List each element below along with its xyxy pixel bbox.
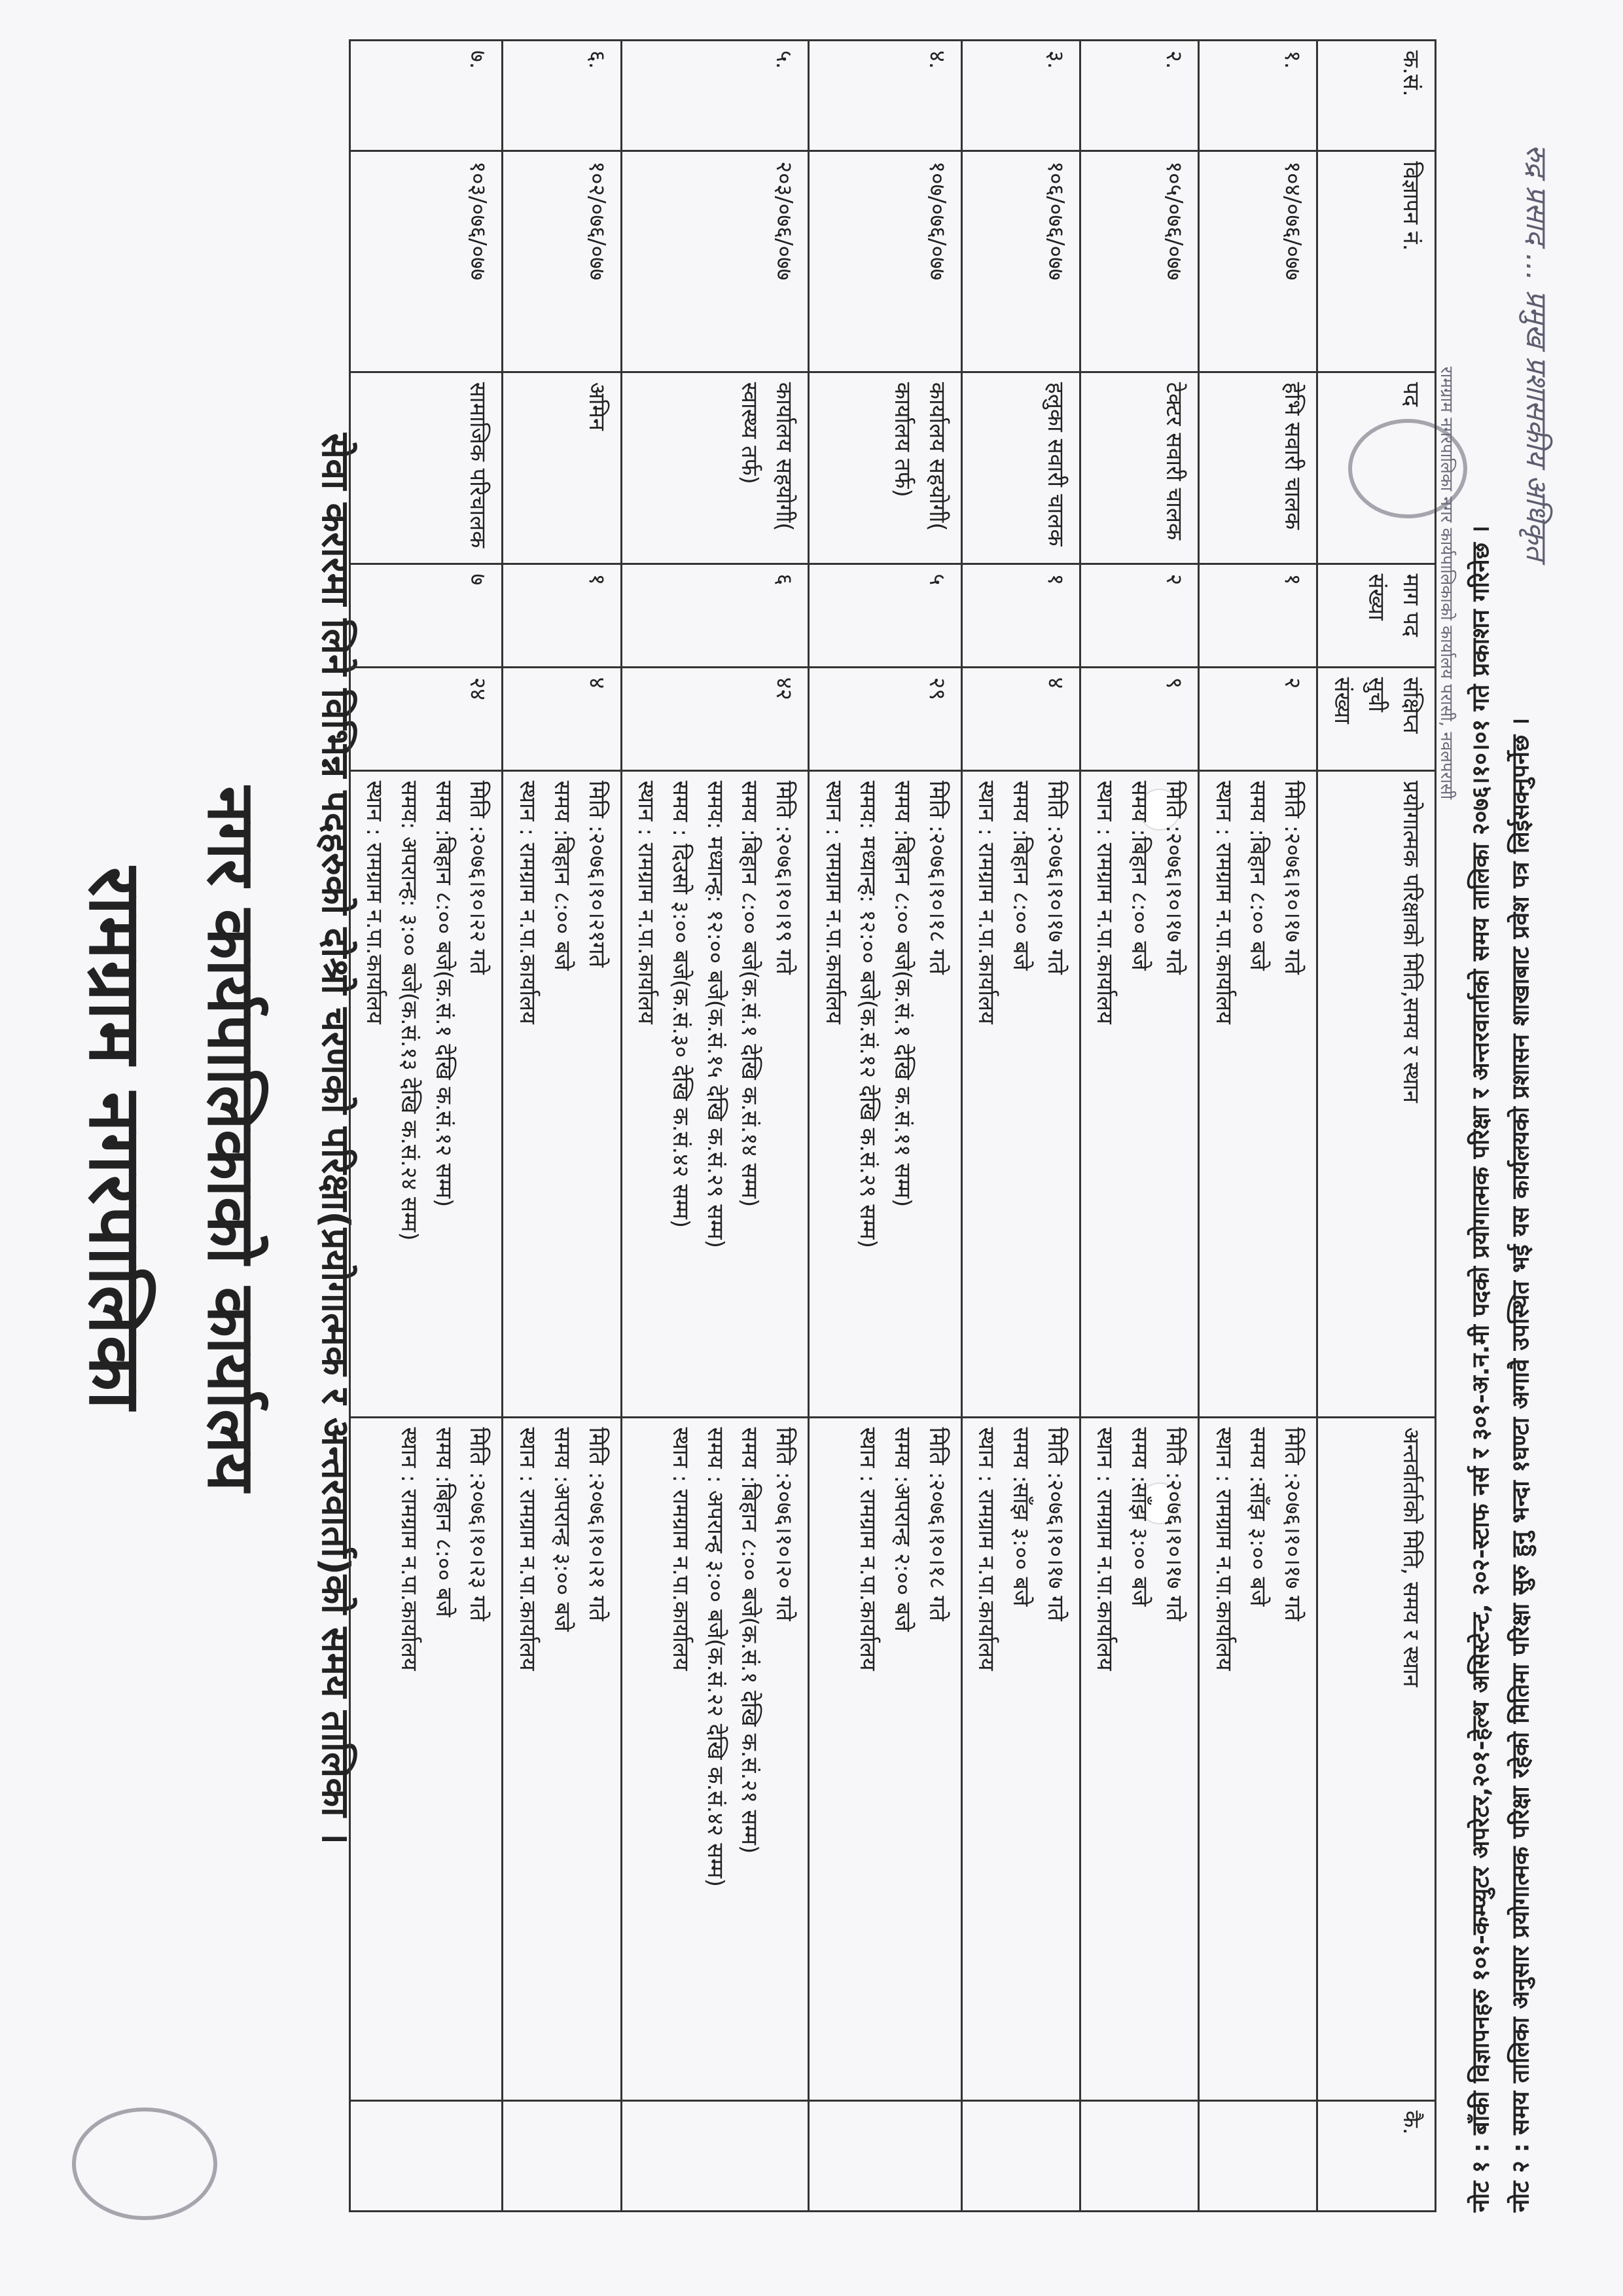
practical-line: मिति :२०७६।१०।१९ गते	[771, 780, 797, 975]
practical-line: समय :बिहान ८:०० बजे	[1126, 780, 1153, 971]
practical-line: स्थान : रामग्राम न.पा.कार्यालय	[514, 780, 541, 1024]
practical-line: स्थान : रामग्राम न.पा.कार्यालय	[820, 780, 847, 1024]
seal-caption: रामग्राम नगरपालिका नगर कार्यपालिकाको कार्यालय परासी, नवलपरासी	[1436, 367, 1456, 800]
table-row	[1080, 41, 1198, 2212]
interview-line: स्थान : रामग्राम न.पा.कार्यालय	[973, 1427, 1000, 1671]
cell-remarks	[349, 2100, 503, 2211]
cell-practical	[961, 770, 1080, 1417]
interview-line: मिति :२०७६।१०।१७ गते	[1160, 1427, 1187, 1621]
cell-ad-no: १०२/०७६/०७७	[503, 151, 621, 372]
cell-sn: ४.	[809, 41, 962, 151]
interview-line: समय : अपरान्ह ३:०० बजे(क.सं.२२ देखि क.सं.४२ सम्म)	[702, 1427, 728, 1887]
interview-line: स्थान : रामग्राम न.पा.कार्यालय	[855, 1427, 882, 1671]
practical-line: समय :बिहान ८:०० बजे	[548, 780, 575, 971]
practical-line: समय: अपरान्ह: ३:०० बजे(क.सं.१३ देखि क.सं.२४ सम्म)	[396, 780, 423, 1241]
interview-line: मिति :२०७६।१०।१७ गते	[1042, 1427, 1069, 1621]
col-demand: माग पद संख्या	[1317, 564, 1435, 667]
cell-demand: १	[961, 564, 1080, 667]
interview-line: मिति :२०७६।१०।१८ गते	[923, 1427, 950, 1621]
interview-line: स्थान : रामग्राम न.पा.कार्यालय	[1210, 1427, 1237, 1671]
cell-remarks	[621, 2100, 808, 2211]
col-ad-no: विज्ञापन नं.	[1317, 151, 1435, 372]
cell-ad-no: १०४/०७६/०७७	[1198, 151, 1317, 372]
practical-line: स्थान : रामग्राम न.पा.कार्यालय	[361, 780, 388, 1024]
practical-line: स्थान : रामग्राम न.पा.कार्यालय	[633, 780, 660, 1024]
table-row	[1198, 41, 1317, 2212]
cell-practical	[503, 770, 621, 1417]
interview-line: समय :बिहान ८:०० बजे	[430, 1427, 457, 1617]
table-row	[503, 41, 621, 2212]
cell-interview	[961, 1417, 1080, 2100]
practical-line: समय : दिउसो ३:०० बजे(क.सं.३० देखि क.सं.४२ सम्म)	[667, 780, 694, 1229]
practical-line: स्थान : रामग्राम न.पा.कार्यालय	[973, 780, 1000, 1024]
table-header-row	[1317, 41, 1435, 2212]
cell-sn: ६.	[503, 41, 621, 151]
cell-ad-no: १०५/०७६/०७७	[1080, 151, 1198, 372]
interview-line: समय :बिहान ८:०० बजे(क.सं.१ देखि क.सं.२१ सम्म)	[736, 1427, 763, 1854]
municipality-title: रामग्राम नगरपालिका	[73, 867, 157, 1411]
cell-interview	[1198, 1417, 1317, 2100]
notes	[1461, 52, 1541, 2212]
cell-shortlist: ४	[961, 667, 1080, 770]
practical-line: समय :बिहान ८:०० बजे(क.सं.१ देखि क.सं.१२ सम्म)	[430, 780, 457, 1208]
cell-remarks	[1198, 2100, 1317, 2211]
note-1: नोट १ : बाँकी विज्ञापनहरु १०१-कम्प्युटर अपरेटर,२०१-हेल्थ असिस्टेन्ट, २०२-स्टाफ नर्स र ३०१-अ.न.मी पदको प्रयोगात्मक परिक्षा र अन्तरवार्ताको समय तालिका २०७६।१०।०१ गते प्रकाशन गरिनेछ ।	[1467, 525, 1495, 2212]
officer-signature: रुद्र प्रसाद ... प्रमुख प्रशासकीय अधिकृत	[1520, 144, 1553, 561]
office-title: नगर कार्यपालिकाको कार्यालय	[193, 786, 270, 1492]
cell-sn: ३.	[961, 41, 1080, 151]
cell-remarks	[503, 2100, 621, 2211]
interview-line: मिति :२०७६।१०।२३ गते	[465, 1427, 491, 1621]
cell-post: कार्यालय सहयोगी( कार्यालय तर्फ)	[809, 372, 962, 564]
cell-shortlist: ४	[503, 667, 621, 770]
interview-line: समय :अपरान्ह ३:०० बजे	[548, 1427, 575, 1632]
cell-practical	[1080, 770, 1198, 1417]
table-row	[961, 41, 1080, 2212]
col-interview: अन्तर्वार्ताको मिति, समय र स्थान	[1317, 1417, 1435, 2100]
cell-remarks	[809, 2100, 962, 2211]
practical-line: समय :बिहान ८:०० बजे(क.सं.१ देखि क.सं.११ सम्म)	[889, 780, 916, 1208]
cell-shortlist: २४	[349, 667, 503, 770]
cell-shortlist: २९	[809, 667, 962, 770]
cell-demand: २	[1080, 564, 1198, 667]
cell-post: हेभि सवारी चालक	[1198, 372, 1317, 564]
cell-shortlist: ४२	[621, 667, 808, 770]
practical-line: समय: मध्यान्ह: १२:०० बजे(क.सं.१२ देखि क.सं.२९ सम्म)	[855, 780, 882, 1249]
practical-line: स्थान : रामग्राम न.पा.कार्यालय	[1092, 780, 1118, 1024]
cell-sn: ५.	[621, 41, 808, 151]
practical-line: समय :बिहान ८:०० बजे	[1008, 780, 1035, 971]
col-practical: प्रयोगात्मक परिक्षाको मिति,समय र स्थान	[1317, 770, 1435, 1417]
cell-demand: ७	[349, 564, 503, 667]
note-2: नोट २ : समय तालिका अनुसार प्रयोगात्मक परिक्षा रहेको मितिमा परिक्षा सुरु हुनु भन्दा १घण्टा अगावै उपस्थित भई यस कार्यलयको प्रशासन शाखाबाट प्रवेश पत्र लिईसक्नुपर्नेछ ।	[1507, 717, 1535, 2212]
schedule-subtitle: सेवा करारमा लिने विभिन्न पदहरुको दोश्रो चरणको परिक्षा(प्रयोगात्मक र अन्तरवार्ता)को समय तालिका ।	[313, 433, 358, 1845]
cell-demand: ६	[621, 564, 808, 667]
practical-line: मिति :२०७६।१०।१७ गते	[1160, 780, 1187, 975]
cell-interview	[503, 1417, 621, 2100]
interview-line: स्थान : रामग्राम न.पा.कार्यालय	[514, 1427, 541, 1671]
cell-post: कार्यालय सहयोगी( स्वास्थ्य तर्फ)	[621, 372, 808, 564]
cell-ad-no: १०३/०७६/०७७	[349, 151, 503, 372]
cell-demand: ५	[809, 564, 962, 667]
table-row	[349, 41, 503, 2212]
practical-line: मिति :२०७६।१०।२२ गते	[465, 780, 491, 975]
interview-line: मिति :२०७६।१०।२० गते	[771, 1427, 797, 1621]
cell-practical	[349, 770, 503, 1417]
practical-line: समय :बिहान ८:०० बजे	[1245, 780, 1272, 971]
practical-line: मिति :२०७६।१०।१७ गते	[1042, 780, 1069, 975]
cell-shortlist: ९	[1080, 667, 1198, 770]
schedule-table	[349, 39, 1436, 2212]
col-post: पद	[1317, 372, 1435, 564]
cell-interview	[809, 1417, 962, 2100]
practical-line: मिति :२०७६।१०।१७ गते	[1279, 780, 1306, 975]
interview-line: समय :साँझ ३:०० बजे	[1008, 1427, 1035, 1607]
cell-sn: २.	[1080, 41, 1198, 151]
rotated-content	[62, 26, 1567, 2251]
cell-post: हलुका सवारी चालक	[961, 372, 1080, 564]
practical-line: स्थान : रामग्राम न.पा.कार्यालय	[1210, 780, 1237, 1024]
cell-remarks	[961, 2100, 1080, 2211]
cell-shortlist: २	[1198, 667, 1317, 770]
cell-ad-no: १०६/०७६/०७७	[961, 151, 1080, 372]
cell-post: टेक्टर सवारी चालक	[1080, 372, 1198, 564]
interview-line: समय :साँझ ३:०० बजे	[1126, 1427, 1153, 1607]
cell-practical	[1198, 770, 1317, 1417]
cell-demand: १	[503, 564, 621, 667]
table-row	[809, 41, 962, 2212]
cell-post: अमिन	[503, 372, 621, 564]
interview-line: स्थान : रामग्राम न.पा.कार्यालय	[396, 1427, 423, 1671]
cell-interview	[1080, 1417, 1198, 2100]
notes-section	[1463, 26, 1567, 2251]
cell-interview	[349, 1417, 503, 2100]
cell-practical	[809, 770, 962, 1417]
interview-line: स्थान : रामग्राम न.पा.कार्यालय	[667, 1427, 694, 1671]
cell-interview	[621, 1417, 808, 2100]
interview-line: मिति :२०७६।१०।१७ गते	[1279, 1427, 1306, 1621]
practical-line: मिति :२०७६।१०।२१गते	[583, 780, 610, 968]
table-row	[621, 41, 808, 2212]
col-shortlist: संक्षिप्त सुची संख्या	[1317, 667, 1435, 770]
col-remarks: कै.	[1317, 2100, 1435, 2211]
cell-sn: १.	[1198, 41, 1317, 151]
cell-ad-no: २०३/०७६/०७७	[621, 151, 808, 372]
cell-post: सामाजिक परिचालक	[349, 372, 503, 564]
interview-line: समय :अपरान्ह २:०० बजे	[889, 1427, 916, 1632]
cell-remarks	[1080, 2100, 1198, 2211]
cell-practical	[621, 770, 808, 1417]
interview-line: स्थान : रामग्राम न.पा.कार्यालय	[1092, 1427, 1118, 1671]
practical-line: समय: मध्यान्ह: १२:०० बजे(क.सं.१५ देखि क.सं.२९ सम्म)	[702, 780, 728, 1249]
practical-line: समय :बिहान ८:०० बजे(क.सं.१ देखि क.सं.१४ सम्म)	[736, 780, 763, 1208]
practical-line: मिति :२०७६।१०।१८ गते	[923, 780, 950, 975]
cell-ad-no: १०७/०७६/०७७	[809, 151, 962, 372]
cell-demand: १	[1198, 564, 1317, 667]
cell-sn: ७.	[349, 41, 503, 151]
interview-line: मिति :२०७६।१०।२१ गते	[583, 1427, 610, 1621]
interview-line: समय :साँझ ३:०० बजे	[1245, 1427, 1272, 1607]
col-sn: क.सं.	[1317, 41, 1435, 151]
